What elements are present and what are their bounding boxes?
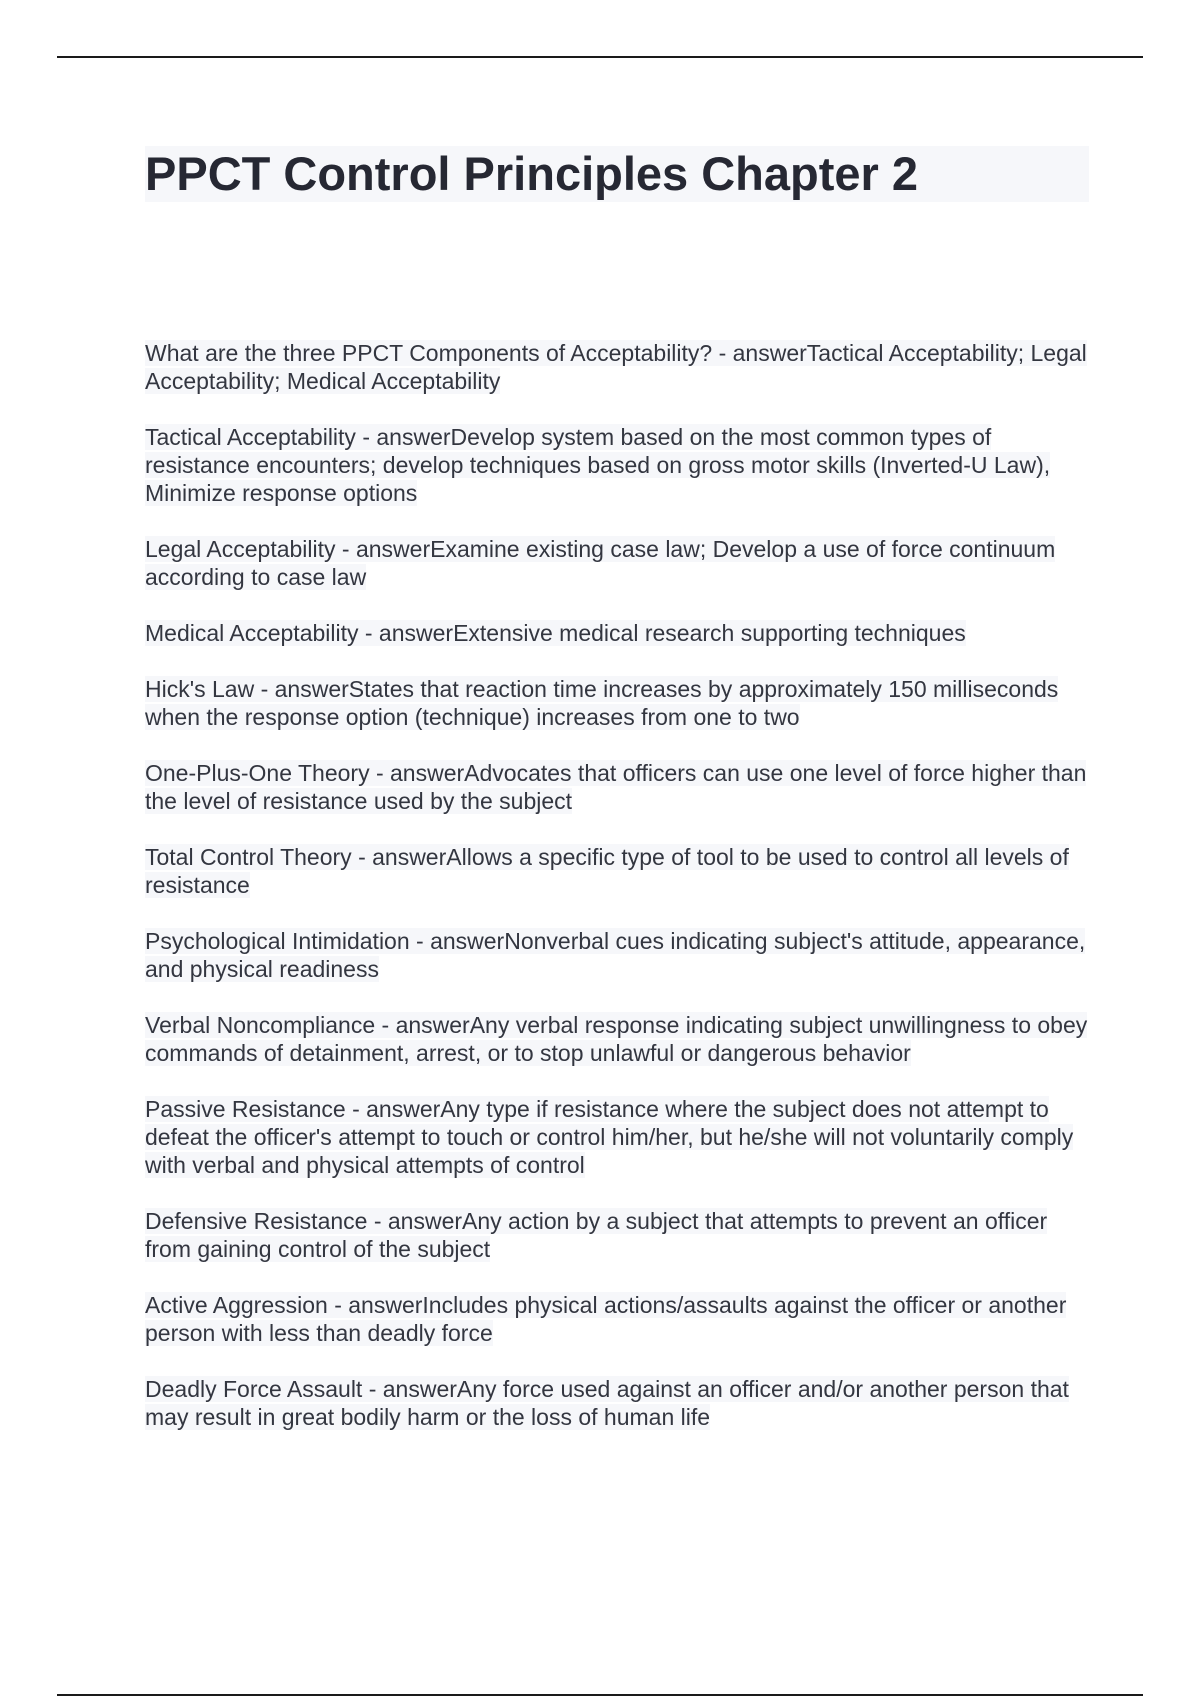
qa-text: Deadly Force Assault - answerAny force used against an officer and/or another person that may result in great bodily harm or the loss of human life bbox=[145, 1376, 1069, 1430]
title-block bbox=[145, 146, 1089, 202]
qa-text: Medical Acceptability - answerExtensive medical research supporting techniques bbox=[145, 620, 966, 646]
qa-item bbox=[145, 423, 1089, 507]
qa-item bbox=[145, 1207, 1089, 1263]
qa-text: One-Plus-One Theory - answerAdvocates that officers can use one level of force higher than the level of resistance used by the subject bbox=[145, 760, 1087, 814]
qa-item bbox=[145, 1291, 1089, 1347]
qa-item bbox=[145, 1375, 1089, 1431]
qa-text: Active Aggression - answerIncludes physical actions/assaults against the officer or another person with less than deadly force bbox=[145, 1292, 1067, 1346]
qa-text: Passive Resistance - answerAny type if resistance where the subject does not attempt to defeat the officer's attempt to touch or control him/her, but he/she will not voluntarily comply with verbal and physical attempts of control bbox=[145, 1096, 1074, 1178]
qa-text: Psychological Intimidation - answerNonverbal cues indicating subject's attitude, appearance, and physical readiness bbox=[145, 928, 1086, 982]
qa-item bbox=[145, 339, 1089, 395]
qa-item bbox=[145, 759, 1089, 815]
qa-item bbox=[145, 675, 1089, 731]
qa-text: Hick's Law - answerStates that reaction time increases by approximately 150 milliseconds when the response option (technique) increases from one to two bbox=[145, 676, 1059, 730]
qa-item bbox=[145, 843, 1089, 899]
qa-item bbox=[145, 1011, 1089, 1067]
qa-text: Defensive Resistance - answerAny action by a subject that attempts to prevent an officer from gaining control of the subject bbox=[145, 1208, 1048, 1262]
top-rule bbox=[57, 56, 1143, 58]
qa-item bbox=[145, 619, 1089, 647]
qa-text: Total Control Theory - answerAllows a specific type of tool to be used to control all levels of resistance bbox=[145, 844, 1069, 898]
qa-item bbox=[145, 927, 1089, 983]
qa-text: Tactical Acceptability - answerDevelop system based on the most common types of resistance encounters; develop techniques based on gross motor skills (Inverted-U Law), Minimize response options bbox=[145, 424, 1051, 506]
page-title: PPCT Control Principles Chapter 2 bbox=[145, 147, 919, 200]
qa-text: What are the three PPCT Components of Acceptability? - answerTactical Acceptability; Legal Acceptability; Medical Acceptability bbox=[145, 340, 1087, 394]
qa-text: Legal Acceptability - answerExamine existing case law; Develop a use of force continuum according to case law bbox=[145, 536, 1056, 590]
qa-list bbox=[145, 339, 1089, 1459]
qa-text: Verbal Noncompliance - answerAny verbal response indicating subject unwillingness to obey commands of detainment, arrest, or to stop unlawful or dangerous behavior bbox=[145, 1012, 1088, 1066]
bottom-rule bbox=[57, 1694, 1143, 1696]
qa-item bbox=[145, 535, 1089, 591]
qa-item bbox=[145, 1095, 1089, 1179]
